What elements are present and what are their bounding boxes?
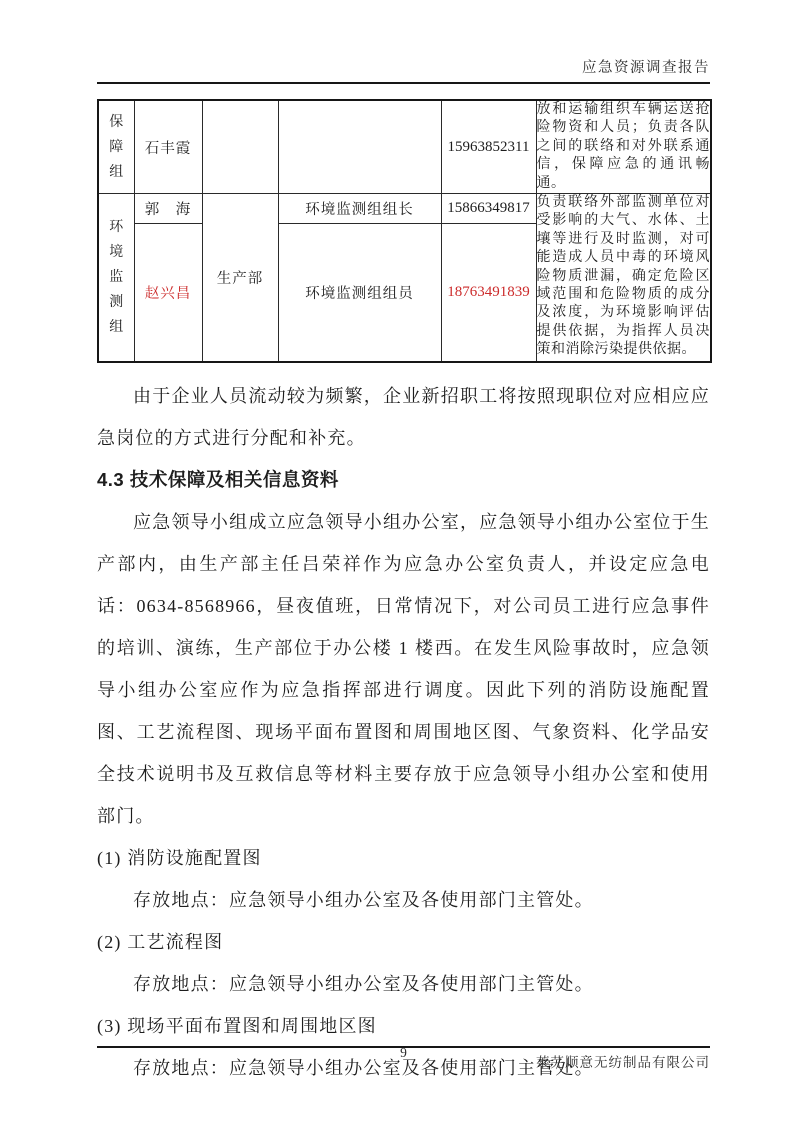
list-item-label: (2) 工艺流程图 [97, 931, 224, 952]
role-cell: 环境监测组组长 [278, 194, 441, 224]
group-cell-baozhang [98, 100, 134, 194]
body-text [97, 375, 710, 1089]
list-item-location: 存放地点：应急领导小组办公室及各使用部门主管处。 [133, 973, 594, 994]
page-number: 9 [400, 1045, 407, 1060]
list-item-location: 存放地点：应急领导小组办公室及各使用部门主管处。 [133, 889, 594, 910]
paragraph-staff-turnover: 由于企业人员流动较为频繁，企业新招职工将按照现职位对应相应应急岗位的方式进行分配和补充。 [97, 385, 710, 448]
footer-row [97, 1045, 710, 1070]
dept-cell: 生产部 [202, 194, 278, 362]
name-cell: 石丰霞 [134, 100, 202, 194]
running-header [97, 56, 710, 84]
group-label: 保障组 [109, 114, 124, 180]
company-name: 莱芜顺意无纺制品有限公司 [536, 1055, 710, 1070]
page-content [97, 56, 710, 1089]
section-heading-4-3: 4.3 技术保障及相关信息资料 [97, 468, 339, 490]
paragraph-office-setup: 应急领导小组成立应急领导小组办公室，应急领导小组办公室位于生产部内，由生产部主任吕荣祥作为应急办公室负责人，并设定应急电话：0634-8568966，昼夜值班，日常情况下，对公司员工进行应急事件的培训、演练，生产部位于办公楼 1 楼西。在发生风险事故时，应急领导小组办公室应作为应急指挥部进行调度。因此下列的消防设施配置图、工艺流程图、现场平面布置图和周围地区图、气象资料、化学品安全技术说明书及互救信息等材料主要存放于应急领导小组办公室和使用部门。 [97, 511, 710, 826]
list-item-label: (1) 消防设施配置图 [97, 847, 262, 868]
running-footer [97, 1046, 710, 1070]
list-item-2 [97, 921, 710, 1005]
role-cell: 环境监测组组员 [278, 224, 441, 362]
duty-cell: 负责联络外部监测单位对受影响的大气、水体、土壤等进行及时监测，对可能造成人员中毒的环境风险物质泄漏，确定危险区域范围和危险物质的成分及浓度，为环境影响评估提供依据，为指挥人员决策和消除污染提供依据。 [536, 194, 711, 362]
group-cell-huanjing [98, 194, 134, 362]
list-item-location: 存放地点：应急领导小组办公室及各使用部门主管处。 [133, 1057, 594, 1078]
duty-cell: 放和运输组织车辆运送抢险物资和人员；负责各队之间的联络和对外联系通信，保障应急的通讯畅通。 [536, 100, 711, 194]
emergency-team-table [97, 99, 712, 363]
table-row-huanjing-leader [98, 194, 711, 224]
dept-cell-empty [202, 100, 278, 194]
name-cell-highlighted: 赵兴昌 [134, 224, 202, 362]
name-cell: 郭 海 [134, 194, 202, 224]
phone-cell-highlighted: 18763491839 [441, 224, 536, 362]
phone-cell: 15963852311 [441, 100, 536, 194]
table-row-baozhang [98, 100, 711, 194]
phone-cell: 15866349817 [441, 194, 536, 224]
role-cell-empty [278, 100, 441, 194]
list-item-label: (3) 现场平面布置图和周围地区图 [97, 1015, 377, 1036]
report-title: 应急资源调查报告 [582, 60, 710, 76]
list-item-1 [97, 837, 710, 921]
group-label: 环境监测组 [109, 219, 124, 335]
